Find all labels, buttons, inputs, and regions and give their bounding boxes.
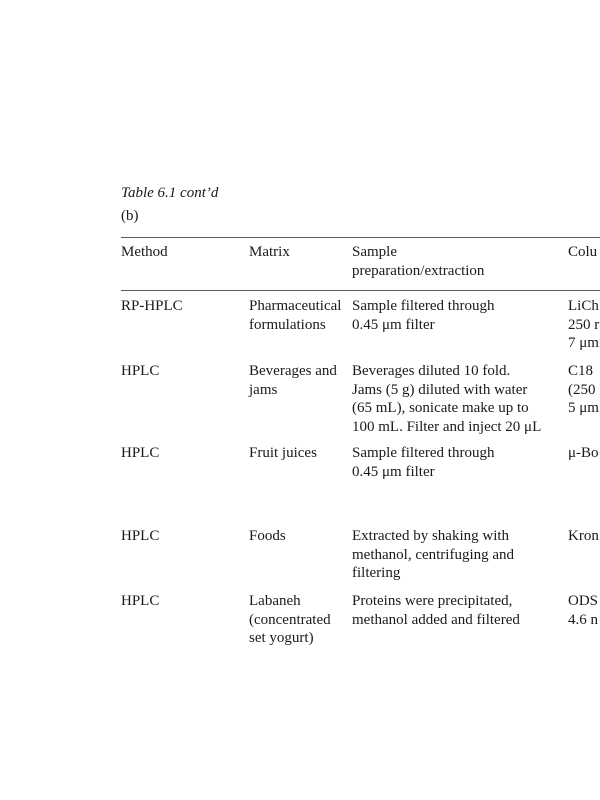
row-matrix: Fruit juices: [249, 445, 317, 461]
row-column: μ-Bo: [568, 445, 599, 461]
row-sample-preparation: Sample filtered through 0.45 μm filter: [352, 445, 495, 480]
row-method: HPLC: [121, 528, 160, 544]
row-matrix: Pharmaceutical formulations: [249, 298, 342, 333]
row-sample-preparation: Proteins were precipitated, methanol added and filtered: [352, 593, 520, 628]
header-method: Method: [121, 244, 168, 260]
header-sample-preparation: Sample preparation/extraction: [352, 244, 485, 279]
row-sample-preparation: Sample filtered through 0.45 μm filter: [352, 298, 495, 333]
row-method: RP-HPLC: [121, 298, 183, 314]
table-caption-subtitle: (b): [121, 208, 139, 224]
header-matrix: Matrix: [249, 244, 290, 260]
row-method: HPLC: [121, 593, 160, 609]
row-column: C18 (250 5 μm: [568, 363, 599, 416]
row-method: HPLC: [121, 363, 160, 379]
row-method: HPLC: [121, 445, 160, 461]
row-column: LiCh 250 r 7 μm: [568, 298, 600, 351]
row-column: Kron: [568, 528, 599, 544]
row-sample-preparation: Extracted by shaking with methanol, centrifuging and filtering: [352, 528, 515, 581]
table-caption-title: Table 6.1 cont’d: [121, 185, 219, 201]
table-top-rule: [121, 237, 600, 238]
row-matrix: Beverages and jams: [249, 363, 337, 398]
row-matrix: Labaneh (concentrated set yogurt): [249, 593, 331, 646]
header-column: Colu: [568, 244, 598, 260]
table-header-rule: [121, 290, 600, 291]
row-matrix: Foods: [249, 528, 286, 544]
row-sample-preparation: Beverages diluted 10 fold. Jams (5 g) diluted with water (65 mL), sonicate make up to 100 mL. Filter and inject 20 μL: [352, 363, 542, 435]
row-column: ODS 4.6 n: [568, 593, 599, 628]
